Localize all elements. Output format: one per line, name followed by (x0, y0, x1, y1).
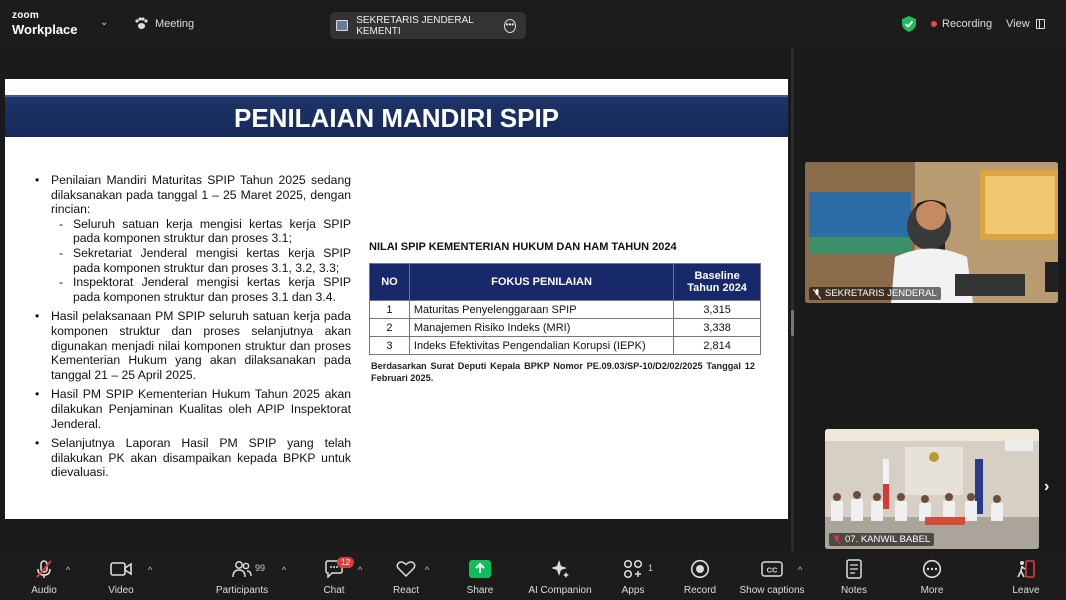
table-row (370, 301, 761, 319)
bullet-item: • Hasil pelaksanaan PM SPIP seluruh satuan kerja pada komponen struktur dan proses selanjutnya akan digunakan menjadi nilai komponen struktur dan proses Kementerian Hukum yang akan dilaksanakan pada tanggal 21 – 25 April 2025. (29, 309, 351, 382)
slide-title: PENILAIAN MANDIRI SPIP (233, 103, 560, 133)
camera-icon (110, 559, 132, 579)
record-label: Record (683, 585, 717, 596)
react-button[interactable] (386, 551, 426, 600)
participants-label: Participants (215, 585, 269, 596)
cell-no: 1 (370, 301, 410, 319)
cell-baseline: 2,814 (674, 337, 761, 355)
recording-label: Recording (942, 18, 993, 30)
apps-icon (622, 559, 644, 579)
recording-indicator[interactable] (931, 18, 992, 30)
sub-bullet-item: - Inspektorat Jenderal mengisi kertas kerja SPIP pada komponen struktur dan proses 3.1 dan 3.4. (51, 275, 351, 304)
presentation-slide (5, 79, 788, 519)
bullet-list (29, 173, 351, 485)
meeting-label: Meeting (155, 17, 195, 30)
brand-line1: zoom (12, 10, 39, 21)
audio-label: Audio (31, 585, 57, 596)
spip-score-table (369, 263, 761, 355)
chevron-up-icon[interactable]: ^ (66, 565, 71, 575)
mic-muted-icon (33, 559, 55, 579)
header-baseline-line2: Tahun 2024 (687, 282, 747, 294)
chevron-up-icon[interactable]: ^ (425, 565, 430, 575)
share-screen-icon (469, 559, 491, 579)
top-bar (0, 0, 1066, 48)
cell-fokus: Manajemen Risiko Indeks (MRI) (409, 319, 673, 337)
chevron-up-icon[interactable]: ^ (798, 565, 803, 575)
ai-companion-button[interactable] (530, 551, 590, 600)
header-baseline-line1: Baseline (694, 270, 740, 282)
cell-fokus: Maturitas Penyelenggaraan SPIP (409, 301, 673, 319)
slide-title-band (5, 95, 788, 137)
apps-count: 1 (648, 563, 654, 573)
more-options-icon[interactable]: ••• (504, 19, 516, 33)
cell-fokus: Indeks Efektivitas Pengendalian Korupsi (IEPK) (409, 337, 673, 355)
cell-no: 3 (370, 337, 410, 355)
bullet-text: • Penilaian Mandiri Maturitas SPIP Tahun 2025 sedang dilaksanakan pada tanggal 1 – 25 Maret 2025, dengan rincian: (51, 173, 351, 217)
bullet-item (29, 173, 351, 304)
cell-baseline: 3,315 (674, 301, 761, 319)
apps-label: Apps (621, 585, 645, 596)
sub-bullet-item: - Seluruh satuan kerja mengisi kertas kerja SPIP pada komponen struktur dan proses 3.1; (51, 217, 351, 246)
sparkle-icon (549, 559, 571, 579)
view-button[interactable] (1006, 18, 1045, 30)
header-fokus: FOKUS PENILAIAN (409, 264, 673, 301)
record-button[interactable] (680, 551, 720, 600)
meeting-menu[interactable] (134, 17, 194, 30)
notes-label: Notes (840, 585, 868, 596)
shield-check-icon[interactable] (902, 16, 916, 32)
recording-dot-icon (931, 21, 937, 27)
participant-name: 07. KANWIL BABEL (845, 534, 931, 545)
participant-name-label (809, 287, 941, 300)
notes-button[interactable] (834, 551, 874, 600)
show-captions-label: Show captions (739, 585, 805, 596)
participants-button[interactable] (217, 551, 267, 600)
chat-label: Chat (323, 585, 345, 596)
mic-muted-icon (833, 535, 841, 545)
more-dots-icon (921, 559, 943, 579)
share-button[interactable] (460, 551, 500, 600)
bullet-item: • Selanjutnya Laporan Hasil PM SPIP yang telah dilakukan PK akan disampaikan kepada BPKP untuk dievaluasi. (29, 436, 351, 480)
show-captions-button[interactable] (739, 551, 805, 600)
participant-name: SEKRETARIS JENDERAL (825, 288, 937, 299)
ai-companion-label: AI Companion (528, 585, 592, 596)
heart-icon (395, 559, 417, 579)
chevron-down-icon[interactable]: ⌄ (100, 17, 109, 28)
room-video-frame (825, 429, 1039, 549)
table-row (370, 319, 761, 337)
chevron-up-icon[interactable]: ^ (282, 565, 287, 575)
panel-resize-divider[interactable] (791, 48, 794, 551)
table-title: NILAI SPIP KEMENTERIAN HUKUM DAN HAM TAHUN 2024 (369, 241, 677, 253)
share-label: Share (466, 585, 494, 596)
share-stage (0, 48, 790, 551)
header-no: NO (370, 264, 410, 301)
leave-button[interactable] (1006, 551, 1046, 600)
participants-count: 99 (255, 563, 266, 573)
screen-thumb-icon (336, 20, 348, 31)
next-page-arrow-icon[interactable]: › (1044, 478, 1050, 495)
participants-icon (231, 559, 253, 579)
sub-bullet-item: - Sekretariat Jenderal mengisi kertas kerja SPIP pada komponen struktur dan proses 3.1, 3.2, 3.3; (51, 246, 351, 275)
svg-text:CC: CC (766, 565, 778, 575)
video-label: Video (108, 585, 134, 596)
layout-grid-icon (1036, 19, 1045, 29)
paw-icon (134, 17, 148, 30)
more-button[interactable] (912, 551, 952, 600)
notes-icon (843, 559, 865, 579)
cell-baseline: 3,338 (674, 319, 761, 337)
captions-icon (761, 559, 783, 579)
participant-name-label (829, 533, 934, 546)
header-baseline (674, 264, 761, 301)
leave-icon (1015, 559, 1037, 579)
meeting-toolbar (0, 551, 1066, 600)
more-label: More (920, 585, 944, 596)
speaker-video-frame (805, 162, 1058, 303)
chevron-up-icon[interactable]: ^ (148, 565, 153, 575)
share-pill-label: SEKRETARIS JENDERAL KEMENTI (356, 14, 474, 37)
apps-button[interactable] (613, 551, 653, 600)
table-source-note: Berdasarkan Surat Deputi Kepala BPKP Nomor PE.09.03/SP-10/D2/02/2025 Tanggal 12 Februari 2025. (371, 361, 755, 383)
resize-handle[interactable] (791, 310, 794, 336)
cell-no: 2 (370, 319, 410, 337)
screen-share-indicator[interactable] (330, 12, 526, 39)
video-tile-kanwil[interactable] (825, 429, 1039, 549)
brand-line2: Workplace (12, 22, 78, 37)
zoom-logo[interactable] (12, 11, 78, 36)
mic-muted-icon (813, 289, 821, 299)
video-tile-speaker[interactable] (805, 162, 1058, 303)
audio-button[interactable] (24, 551, 64, 600)
view-label: View (1006, 18, 1030, 30)
table-row (370, 337, 761, 355)
chat-unread-badge: 12 (337, 557, 354, 568)
leave-label: Leave (1012, 585, 1040, 596)
video-button[interactable] (101, 551, 141, 600)
record-icon (689, 559, 711, 579)
react-label: React (392, 585, 420, 596)
chevron-up-icon[interactable]: ^ (358, 565, 363, 575)
sub-bullet-list (51, 217, 351, 305)
table-header-row (370, 264, 761, 301)
bullet-item: • Hasil PM SPIP Kementerian Hukum Tahun 2025 akan dilakukan Penjaminan Kualitas oleh APIP Inspektorat Jenderal. (29, 387, 351, 431)
